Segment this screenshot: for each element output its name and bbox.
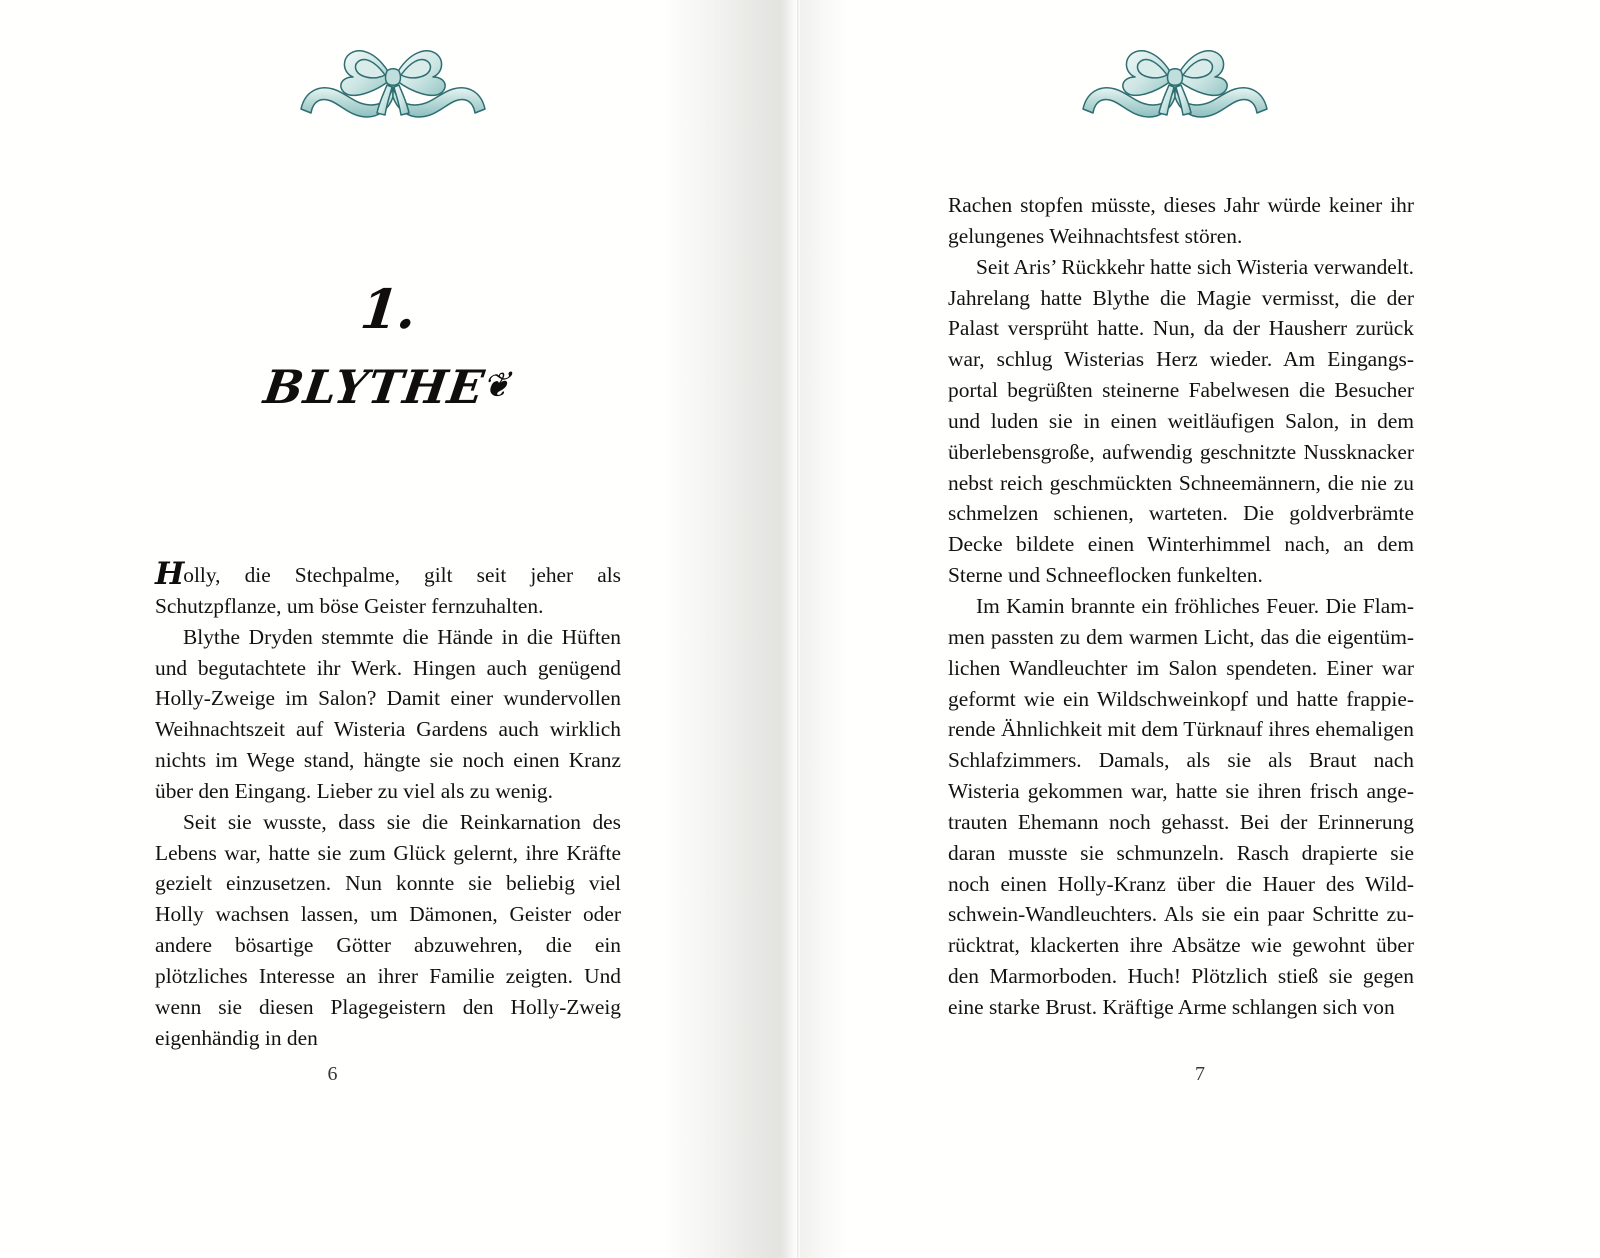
chapter-title [152, 360, 624, 414]
paragraph: Im Kamin brannte ein fröhliches Feuer. Die Flammen passten zu dem warmen Licht, das die eigentümlichen Wandleuchter im Salon spendeten. Einer war geformt wie ein Wildschweinkopf und hatte frappierende Ähnlichkeit mit dem Türknauf ihres ehemaligen Schlafzimmers. Damals, als sie als Braut nach Wisteria gekommen war, hatte sie ihren frisch angetrauten Ehemann noch gehasst. Bei der Erinnerung daran musste sie schmunzeln. Rasch drapierte sie noch einen Holly-Kranz über die Hauer des Wildschwein-Wandleuchters. Als sie ein paar Schritte zurücktrat, klackerten ihre Absätze wie gewohnt über den Marmorboden. Huch! Plötzlich stieß sie gegen eine starke Brust. Kräftige Arme schlangen sich von [948, 593, 1414, 1019]
paragraph: Blythe Dryden stemmte die Hände in die Hüften und begutachtete ihr Werk. Hingen auch genügend Holly-Zweige im Salon? Damit einer wundervollen Weihnachtszeit auf Wisteria Gardens auch wirklich nichts im Wege stand, hängte sie noch einen Kranz über den Eingang. Lieber zu viel als zu wenig. [155, 624, 621, 803]
paragraph-text: olly, die Stechpalme, gilt seit jeher als Schutzpflanze, um böse Geister fernzuhalten. [155, 563, 621, 618]
paragraph: Rachen stopfen müsste, dieses Jahr würde keiner ihr gelungenes Weihnachtsfest stören. [948, 193, 1414, 248]
paragraph: Seit Aris’ Rückkehr hatte sich Wisteria verwandelt. Jahrelang hatte Blythe die Magie vermisst, die der Palast versprüht hatte. Nun, da der Hausherr zurück war, schlug Wisterias Herz wieder. Am Eingangsportal begrüßten steinerne Fabelwesen die Besucher und luden sie in einen weitläufigen Salon, in dem überlebensgroße, aufwendig geschnitzte Nussknacker nebst reich geschmückten Schneemännern, die nie zu schmelzen schienen, warteten. Die goldverbrämte Decke bildete einen Winterhimmel nach, an dem Sterne und Schneeflocken funkelten. [948, 254, 1414, 588]
chapter-title-flourish-icon: ❦ [482, 364, 512, 408]
left-page-text-column [155, 190, 621, 1054]
chapter-title-text: BLYTHE [260, 360, 488, 414]
left-page [0, 0, 665, 1258]
ribbon-bow-ornament [1075, 33, 1275, 125]
book-gutter-shadow [665, 0, 800, 1258]
ribbon-bow-ornament [293, 33, 493, 125]
paragraph [155, 556, 621, 622]
page-number-right: 7 [1195, 1063, 1205, 1085]
page-number-left: 6 [327, 1063, 338, 1085]
chapter-header [155, 190, 621, 414]
right-page [800, 0, 1600, 1258]
chapter-number: 1. [357, 277, 419, 341]
right-page-text-column [948, 190, 1414, 1023]
paragraph: Seit sie wusste, dass sie die Reinkarnation des Lebens war, hatte sie zum Glück gelernt, ihre Kräfte gezielt einzusetzen. Nun konnte sie beliebig viel Holly wachsen lassen, um Dämonen, Geister oder andere bösartige Götter abzuwehren, die ein plötzliches Interesse an ihrer Familie zeigten. Und wenn sie diesen Plagegeistern den Holly-Zweig eigenhändig in den [155, 809, 621, 1050]
drop-cap: H [155, 556, 184, 592]
